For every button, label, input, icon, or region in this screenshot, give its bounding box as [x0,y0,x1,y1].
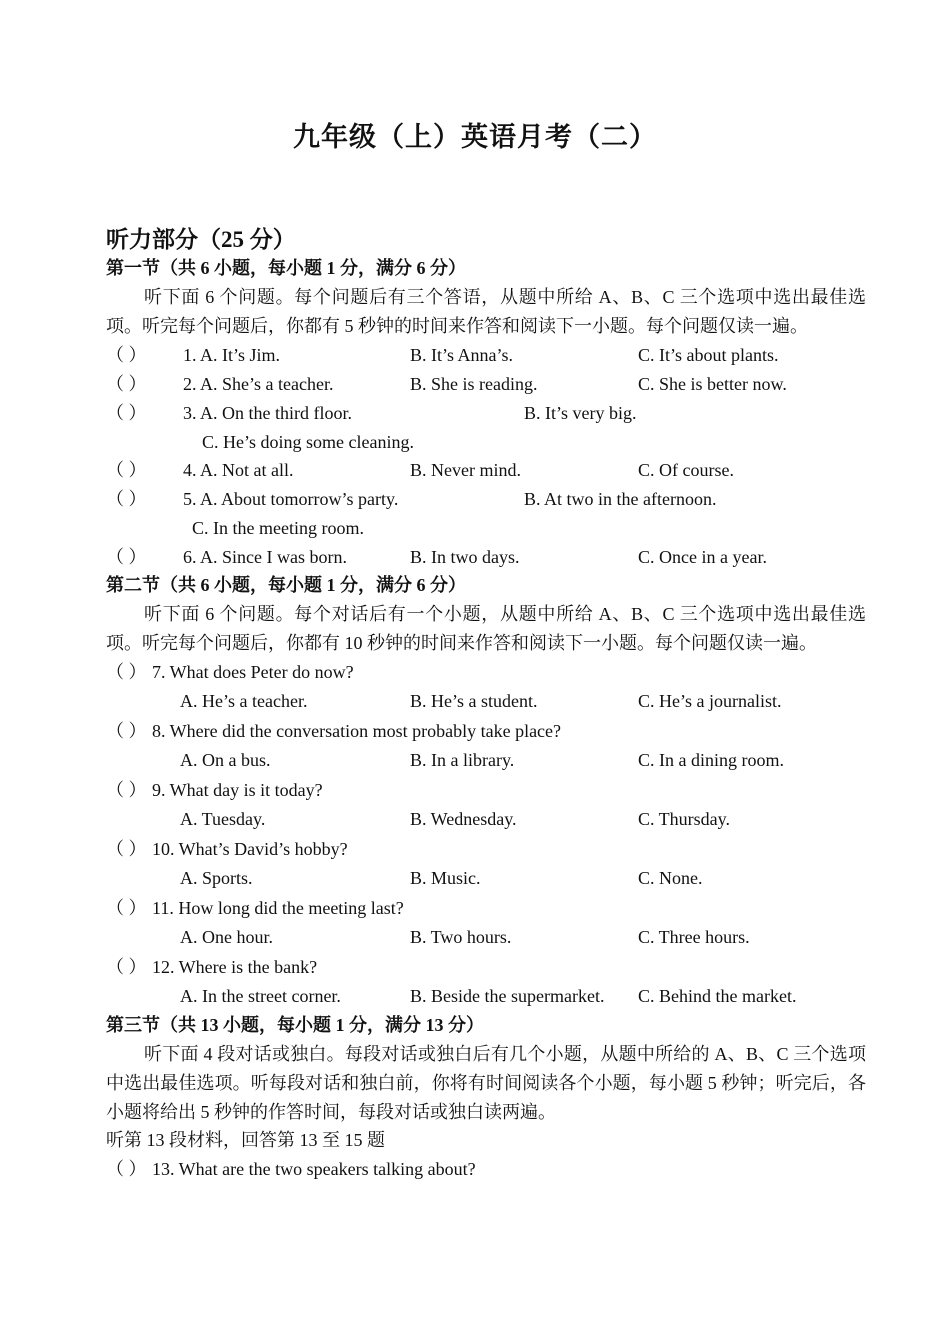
q4-option-b: B. Never mind. [410,460,521,480]
q10-option-b: B. Music. [410,868,481,888]
q11-stem: 11. How long did the meeting last? [152,898,404,918]
q8-option-a: A. On a bus. [180,750,271,770]
q9-stem: 9. What day is it today? [152,780,323,800]
q2-option-a: 2. A. She’s a teacher. [183,374,334,394]
q13-stem: 13. What are the two speakers talking about? [152,1159,476,1179]
q12-option-c: C. Behind the market. [638,986,797,1006]
q1-option-a: 1. A. It’s Jim. [183,345,281,365]
q3-option-c: C. He’s doing some cleaning. [202,432,414,452]
q11-option-b: B. Two hours. [410,927,512,947]
q8-stem: 8. Where did the conversation most probably take place? [152,721,562,741]
part-heading: 听力部分（25 分） [106,227,296,252]
q6-option-a: 6. A. Since I was born. [183,547,347,567]
answer-bracket[interactable]: （ ） [106,839,147,859]
q8-option-b: B. In a library. [410,750,515,770]
section-3-heading: 第三节（共 13 小题，每小题 1 分，满分 13 分） [106,1015,484,1035]
sub-note: 听第 13 段材料，回答第 13 至 15 题 [106,1130,385,1150]
q9-option-c: C. Thursday. [638,809,730,829]
q5-option-c: C. In the meeting room. [192,518,364,538]
q7-stem: 7. What does Peter do now? [152,662,354,682]
q6-option-c: C. Once in a year. [638,547,767,567]
q11-option-c: C. Three hours. [638,927,750,947]
section-3-instructions: 听下面 4 段对话或独白。每段对话或独白后有几个小题，从题中所给的 A、B、C 三个选项中选出最佳选项。听每段对话和独白前，你将有时间阅读各个小题，每小题 5 秒钟；听完后，各小题将给出 5 秒钟的作答时间，每段对话或独白读两遍。 [106,1044,866,1122]
page-title: 九年级（上）英语月考（二） [293,122,657,152]
q12-option-b: B. Beside the supermarket. [410,986,605,1006]
section-2-heading: 第二节（共 6 小题，每小题 1 分，满分 6 分） [106,575,466,595]
q3-option-a: 3. A. On the third floor. [183,403,352,423]
answer-bracket[interactable]: （ ） [106,1159,147,1179]
answer-bracket[interactable]: （ ） [106,403,147,423]
answer-bracket[interactable]: （ ） [106,662,147,682]
answer-bracket[interactable]: （ ） [106,374,147,394]
answer-bracket[interactable]: （ ） [106,460,147,480]
q1-option-b: B. It’s Anna’s. [410,345,514,365]
answer-bracket[interactable]: （ ） [106,780,147,800]
q7-option-a: A. He’s a teacher. [180,691,308,711]
q10-option-c: C. None. [638,868,703,888]
q10-option-a: A. Sports. [180,868,253,888]
answer-bracket[interactable]: （ ） [106,898,147,918]
q6-option-b: B. In two days. [410,547,520,567]
q1-option-c: C. It’s about plants. [638,345,779,365]
section-1-heading: 第一节（共 6 小题，每小题 1 分，满分 6 分） [106,258,466,278]
q2-option-b: B. She is reading. [410,374,538,394]
q10-stem: 10. What’s David’s hobby? [152,839,348,859]
q12-stem: 12. Where is the bank? [152,957,318,977]
q4-option-c: C. Of course. [638,460,734,480]
section-1-instructions: 听下面 6 个问题。每个问题后有三个答语，从题中所给 A、B、C 三个选项中选出最佳选项。听完每个问题后，你都有 5 秒钟的时间来作答和阅读下一小题。每个问题仅读一遍。 [106,287,866,336]
q5-option-b: B. At two in the afternoon. [524,489,717,509]
q8-option-c: C. In a dining room. [638,750,784,770]
answer-bracket[interactable]: （ ） [106,489,147,509]
answer-bracket[interactable]: （ ） [106,721,147,741]
q7-option-b: B. He’s a student. [410,691,538,711]
answer-bracket[interactable]: （ ） [106,547,147,567]
answer-bracket[interactable]: （ ） [106,957,147,977]
q2-option-c: C. She is better now. [638,374,787,394]
q9-option-a: A. Tuesday. [180,809,266,829]
q4-option-a: 4. A. Not at all. [183,460,294,480]
q5-option-a: 5. A. About tomorrow’s party. [183,489,399,509]
q7-option-c: C. He’s a journalist. [638,691,782,711]
q9-option-b: B. Wednesday. [410,809,517,829]
answer-bracket[interactable]: （ ） [106,345,147,365]
q12-option-a: A. In the street corner. [180,986,341,1006]
q11-option-a: A. One hour. [180,927,273,947]
section-2-instructions: 听下面 6 个问题。每个对话后有一个小题，从题中所给 A、B、C 三个选项中选出最佳选项。听完每个问题后，你都有 10 秒钟的时间来作答和阅读下一小题。每个问题仅读一遍。 [106,604,866,653]
q3-option-b: B. It’s very big. [524,403,637,423]
